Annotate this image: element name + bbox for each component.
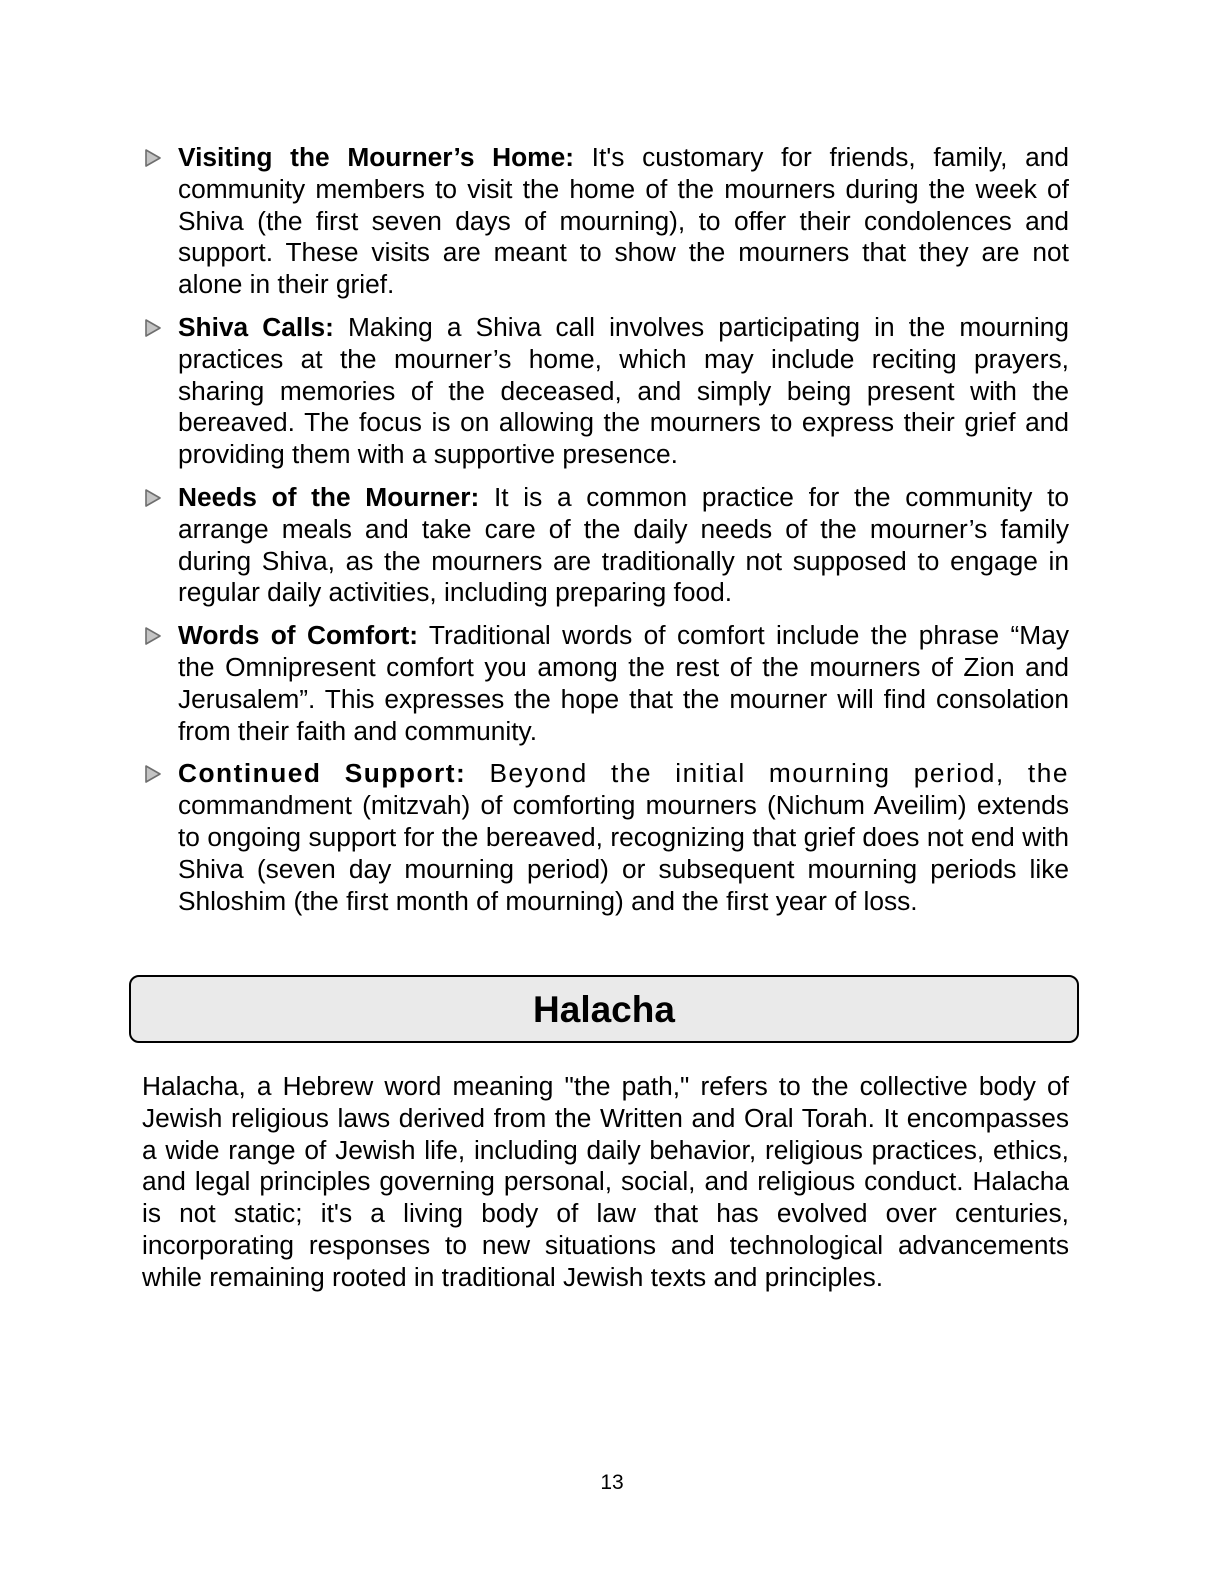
bullet-title: Visiting the Mourner’s Home: bbox=[178, 142, 574, 172]
bullet-text: commandment (mitzvah) of comforting mourners (Nichum Aveilim) extends to ongoing support for the bereaved, recognizing that grief does not end with Shiva (seven day mourning period) or subsequent mourning periods like Shloshim (the first month of mourning) and the first year of loss. bbox=[178, 790, 1069, 916]
section-header-box bbox=[129, 975, 1079, 1043]
bullet-item-needs-of-mourner bbox=[142, 482, 1069, 609]
bullet-item-visiting-home bbox=[142, 142, 1069, 301]
triangle-arrow-icon bbox=[144, 627, 162, 645]
bullet-list bbox=[142, 142, 1069, 928]
bullet-title: Continued Support: bbox=[178, 758, 467, 789]
triangle-arrow-icon bbox=[144, 149, 162, 167]
triangle-arrow-icon bbox=[144, 319, 162, 337]
section-body-paragraph: Halacha, a Hebrew word meaning "the path," refers to the collective body of Jewish religious laws derived from the Written and Oral Torah. It encompasses a wide range of Jewish life, including daily behavior, religious practices, ethics, and legal principles governing personal, social, and religious conduct. Halacha is not static; it's a living body of law that has evolved over centuries, incorporating responses to new situations and technological advancements while remaining rooted in traditional Jewish texts and principles. bbox=[142, 1071, 1069, 1292]
bullet-text: Traditional words of comfort include the phrase “May the Omnipresent comfort you among the rest of the mourners of Zion and Jerusalem”. This expresses the hope that the mourner will find consolation from their faith and community. bbox=[178, 620, 1069, 746]
bullet-item-shiva-calls bbox=[142, 312, 1069, 471]
triangle-arrow-icon bbox=[144, 489, 162, 507]
bullet-text-first-line: Beyond the initial mourning period, the bbox=[466, 758, 1069, 789]
bullet-text: Making a Shiva call involves participating in the mourning practices at the mourner’s home, which may include reciting prayers, sharing memories of the deceased, and simply being present with the bereaved. The focus is on allowing the mourners to express their grief and providing them with a supportive presence. bbox=[178, 311, 1069, 470]
bullet-title: Words of Comfort: bbox=[178, 620, 418, 651]
bullet-title: Shiva Calls: bbox=[178, 311, 334, 342]
bullet-item-words-of-comfort bbox=[142, 620, 1069, 747]
triangle-arrow-icon bbox=[144, 765, 162, 783]
bullet-title: Needs of the Mourner: bbox=[178, 481, 480, 512]
page-number: 13 bbox=[600, 1471, 624, 1494]
bullet-text: It's customary for friends, family, and community members to visit the home of the mourners during the week of Shiva (the first seven days of mourning), to offer their condolences and support. These visits are meant to show the mourners that they are not alone in their grief. bbox=[178, 142, 1069, 300]
section-title: Halacha bbox=[533, 988, 675, 1030]
bullet-text: It is a common practice for the community to arrange meals and take care of the daily needs of the mourner’s family during Shiva, as the mourners are traditionally not supposed to engage in regular daily activities, including preparing food. bbox=[178, 481, 1070, 608]
bullet-item-continued-support bbox=[142, 758, 1069, 917]
